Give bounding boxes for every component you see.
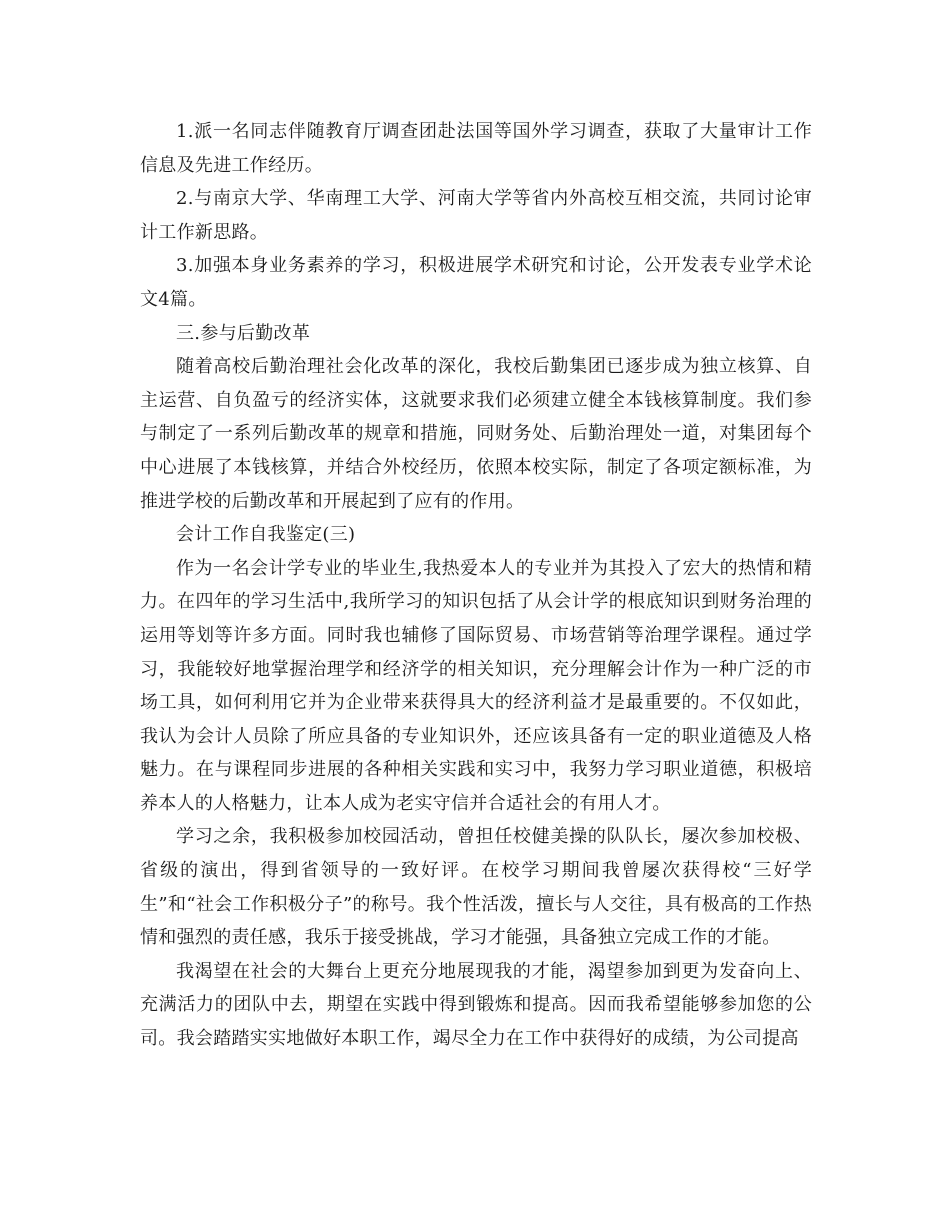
- section-heading-logistics-reform: 三.参与后勤改革: [176, 322, 311, 344]
- paragraph-5: 作为一名会计学专业的毕业生,我热爱本人的专业并为其投入了宏大的热情和精力。在四年的学习生活中,我所学习的知识包括了从会计学的根底知识到财务治理的运用等划等许多方面。同时我也辅修了国际贸易、市场营销等治理学课程。通过学习，我能较好地掌握治理学和经济学的相关知识，充分理解会计作为一种广泛的市场工具，如何利用它并为企业带来获得具大的经济利益才是最重要的。不仅如此，我认为会计人员除了所应具备的专业知识外，还应该具备有一定的职业道德及人格魅力。在与课程同步进展的各种相关实践和实习中，我努力学习职业道德，积极培养本人的人格魅力，让本人成为老实守信并合适社会的有用人才。: [140, 557, 812, 814]
- paragraph-2: 2.与南京大学、华南理工大学、河南大学等省内外高校互相交流，共同讨论审计工作新思路。: [140, 188, 812, 243]
- paragraph-3: 3.加强本身业务素养的学习，积极进展学术研究和讨论，公开发表专业学术论文4篇。: [140, 255, 812, 310]
- paragraph-7: 我渴望在社会的大舞台上更充分地展现我的才能，渴望参加到更为发奋向上、充满活力的团队中去，期望在实践中得到锻炼和提高。因而我希望能够参加您的公司。我会踏踏实实地做好本职工作，竭尽全力在工作中获得好的成绩，为公司提高: [140, 960, 812, 1050]
- document-body: [140, 115, 812, 1056]
- section-heading-self-appraisal: 会计工作自我鉴定(三): [176, 524, 356, 546]
- paragraph-1: 1.派一名同志伴随教育厅调查团赴法国等国外学习调查，获取了大量审计工作信息及先进工作经历。: [140, 121, 812, 176]
- paragraph-6: 学习之余，我积极参加校园活动，曾担任校健美操的队队长，屡次参加校极、省级的演出，得到省领导的一致好评。在校学习期间我曾屡次获得校“三好学生”和“社会工作积极分子”的称号。我个性活泼，擅长与人交往，具有极高的工作热情和强烈的责任感，我乐于接受挑战，学习才能强，具备独立完成工作的才能。: [140, 826, 812, 949]
- paragraph-4: 随着高校后勤治理社会化改革的深化，我校后勤集团已逐步成为独立核算、自主运营、自负盈亏的经济实体，这就要求我们必须建立健全本钱核算制度。我们参与制定了一系列后勤改革的规章和措施，同财务处、后勤治理处一道，对集团每个中心进展了本钱核算，并结合外校经历，依照本校实际，制定了各项定额标准，为推进学校的后勤改革和开展起到了应有的作用。: [140, 356, 812, 512]
